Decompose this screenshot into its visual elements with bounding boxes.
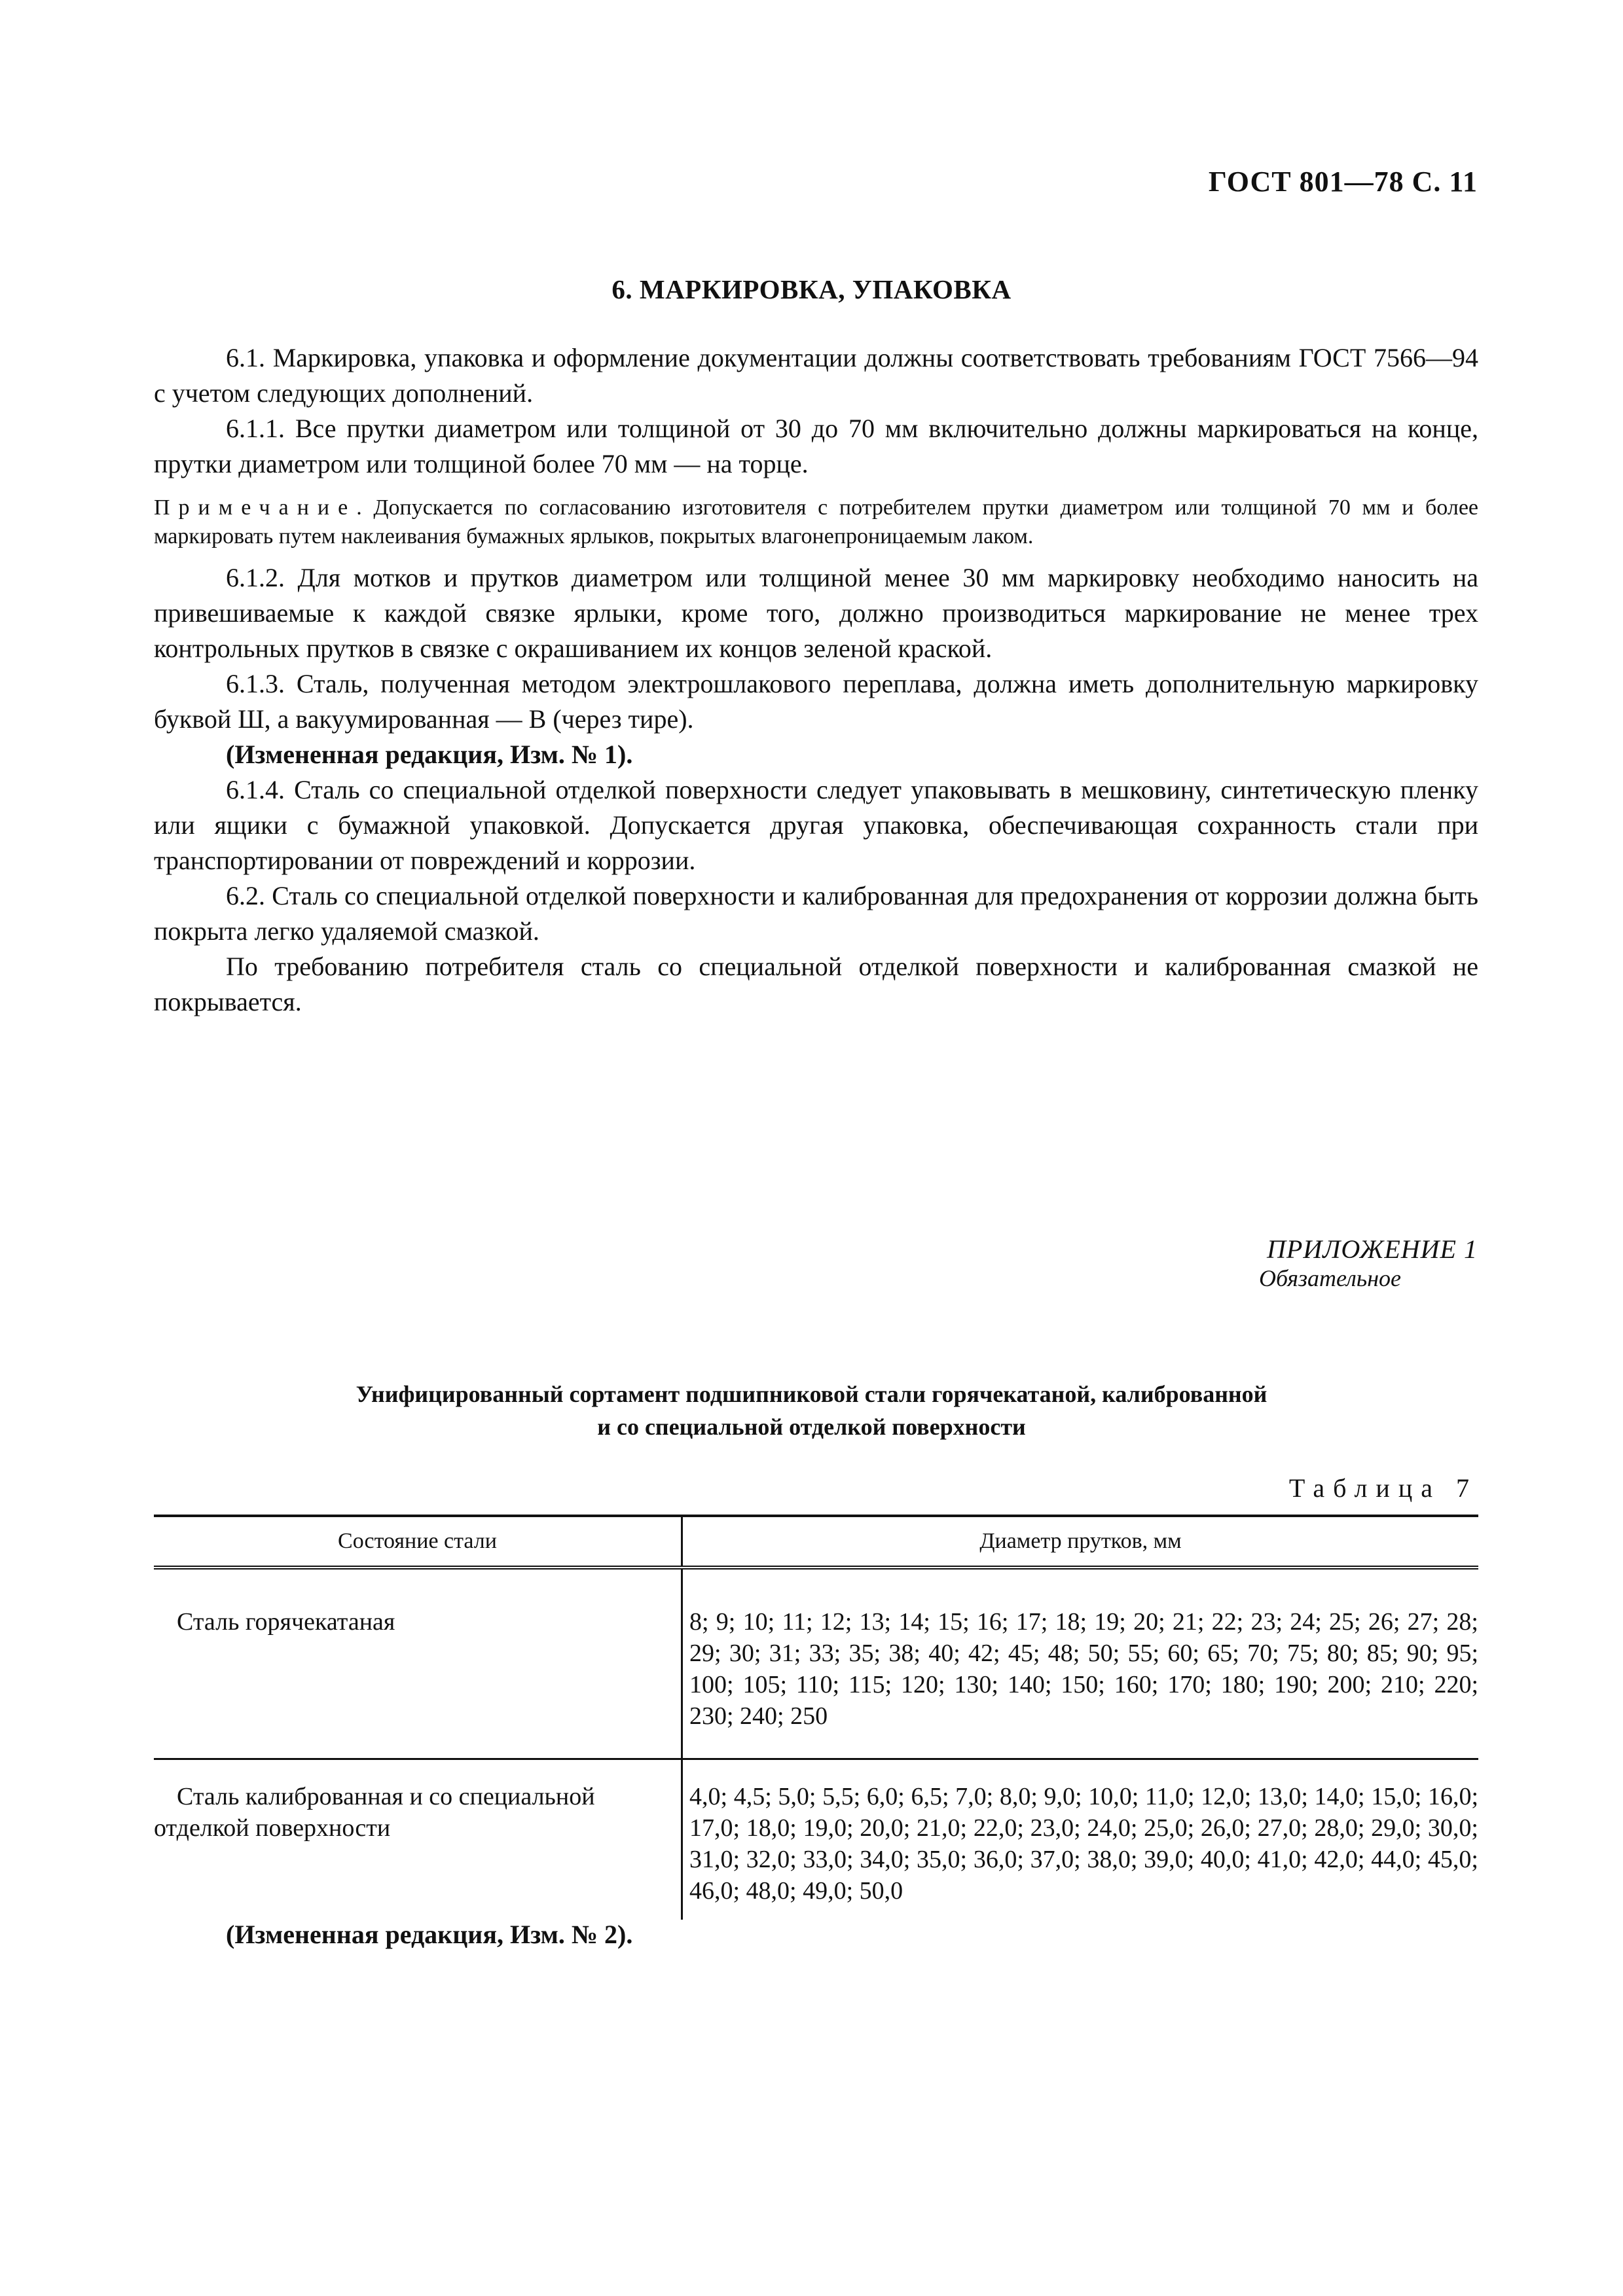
table-row [154,1759,1478,1920]
table-title [0,1378,1623,1443]
note-text: . Допускается по согласованию изготовителя с потребителем прутки диаметром или толщиной 70 мм и более маркировать путем наклеивания бумажных ярлыков, покрытых влагонепроницаемым лаком. [154,495,1478,548]
paragraph-6-2: 6.2. Сталь со специальной отделкой поверхности и калиброванная для предохранения от коррозии должна быть покрыта легко удаляемой смазкой. [154,881,1478,946]
appendix-label: ПРИЛОЖЕНИЕ 1 [1267,1234,1478,1264]
sortament-table [154,1515,1478,1920]
cell-state: Сталь горячекатаная [154,1568,682,1759]
table-title-line-1: Унифицированный сортамент подшипниковой стали горячекатаной, калиброванной [356,1381,1267,1407]
table-label: Таблица 7 [1288,1473,1478,1503]
table-header-row [154,1516,1478,1568]
cell-diameters: 4,0; 4,5; 5,0; 5,5; 6,0; 6,5; 7,0; 8,0; 9,0; 10,0; 11,0; 12,0; 13,0; 14,0; 15,0; 16,0; 17,0; 18,0; 19,0; 20,0; 21,0; 22,0; 23,0; 24,0; 25,0; 26,0; 27,0; 28,0; 29,0; 30,0; 31,0; 32,0; 33,0; 34,0; 35,0; 36,0; 37,0; 38,0; 39,0; 40,0; 41,0; 42,0; 44,0; 45,0; 46,0; 48,0; 49,0; 50,0 [682,1759,1479,1920]
paragraph-6-2-b: По требованию потребителя сталь со специальной отделкой поверхности и калиброванная смазкой не покрывается. [154,952,1478,1016]
header-diameter: Диаметр прутков, мм [682,1516,1479,1568]
paragraph-6-1-3: 6.1.3. Сталь, полученная методом электрошлакового переплава, должна иметь дополнительную маркировку буквой Ш, а вакуумированная — В (через тире). [154,669,1478,734]
table-row [154,1568,1478,1759]
page-header: ГОСТ 801—78 С. 11 [1208,166,1478,198]
appendix-heading [1259,1234,1478,1292]
paragraph-6-1-4: 6.1.4. Сталь со специальной отделкой поверхности следует упаковывать в мешковину, синтетическую пленку или ящики с бумажной упаковкой. Допускается другая упаковка, обеспечивающая сохранность стали при транспортировании от повреждений и коррозии. [154,775,1478,875]
table-title-line-2: и со специальной отделкой поверхности [597,1414,1026,1440]
cell-state: Сталь калиброванная и со специальной отделкой поверхности [154,1759,682,1920]
header-state: Состояние стали [154,1516,682,1568]
paragraph-6-1-2: 6.1.2. Для мотков и прутков диаметром или толщиной менее 30 мм маркировку необходимо наносить на привешиваемые к каждой связке ярлыки, кроме того, должно производиться маркирование не менее трех контрольных прутков в связке с окрашиванием их концов зеленой краской. [154,563,1478,663]
paragraph-6-1-1: 6.1.1. Все прутки диаметром или толщиной от 30 до 70 мм включительно должны маркироваться на конце, прутки диаметром или толщиной более 70 мм — на торце. [154,414,1478,478]
amendment-2: (Измененная редакция, Изм. № 2). [226,1920,633,1949]
cell-diameters: 8; 9; 10; 11; 12; 13; 14; 15; 16; 17; 18; 19; 20; 21; 22; 23; 24; 25; 26; 27; 28; 29; 30; 31; 33; 35; 38; 40; 42; 45; 48; 50; 55; 60; 65; 70; 75; 80; 85; 90; 95; 100; 105; 110; 115; 120; 130; 140; 150; 160; 170; 180; 190; 200; 210; 220; 230; 240; 250 [689,1608,1478,1730]
appendix-status: Обязательное [1259,1265,1402,1291]
section-title: 6. МАРКИРОВКА, УПАКОВКА [611,274,1012,304]
amendment-1: (Измененная редакция, Изм. № 1). [226,740,633,769]
note-label: Примечание [154,495,357,520]
section-body [154,340,1478,1020]
note [154,493,1478,551]
paragraph-6-1: 6.1. Маркировка, упаковка и оформление документации должны соответствовать требованиям ГОСТ 7566—94 с учетом следующих дополнений. [154,343,1478,408]
